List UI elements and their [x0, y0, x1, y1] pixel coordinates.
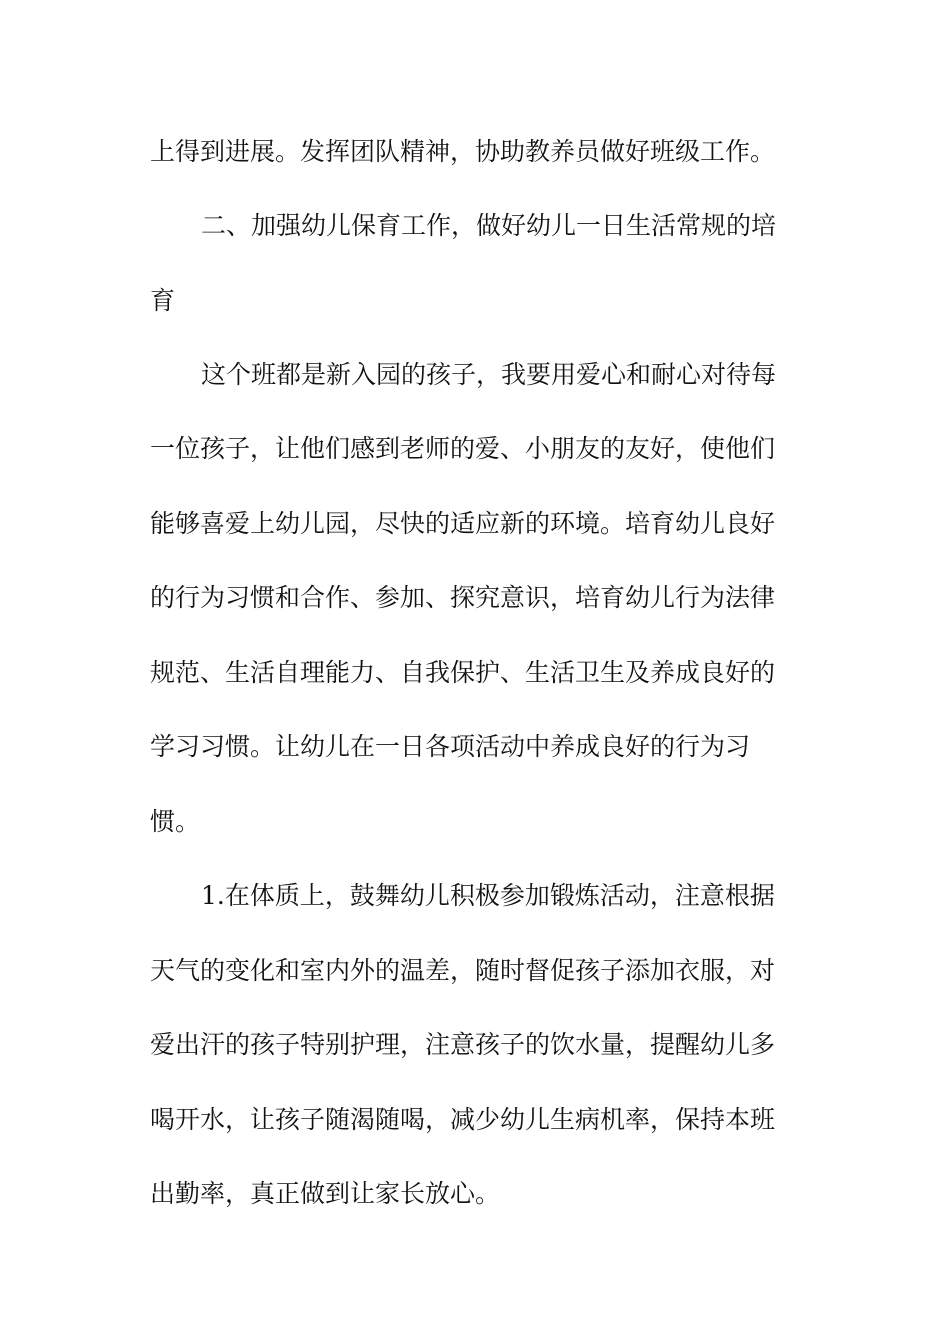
text-line: 天气的变化和室内外的温差，随时督促孩子添加衣服，对 [150, 956, 776, 985]
text-line: 出勤率，真正做到让家长放心。 [150, 1179, 501, 1208]
text-line: 这个班都是新入园的孩子，我要用爱心和耐心对待每 [201, 360, 777, 389]
text-line: 惯。 [150, 807, 201, 836]
text-line: 的行为习惯和合作、参加、探究意识，培育幼儿行为法律 [150, 583, 776, 612]
list-item-heading: 1.在体质上，鼓舞幼儿积极参加锻炼活动，注意根据 [201, 881, 775, 910]
text-line: 上得到进展。发挥团队精神，协助教养员做好班级工作。 [150, 137, 776, 166]
section-heading: 二、加强幼儿保育工作，做好幼儿一日生活常规的培 [201, 211, 777, 240]
text-line: 一位孩子，让他们感到老师的爱、小朋友的友好，使他们 [150, 434, 776, 463]
section-heading-continuation: 育 [150, 286, 176, 315]
text-line: 规范、生活自理能力、自我保护、生活卫生及养成良好的 [150, 658, 776, 687]
text-line: 爱出汗的孩子特别护理，注意孩子的饮水量，提醒幼儿多 [150, 1030, 776, 1059]
text-line: 学习习惯。让幼儿在一日各项活动中养成良好的行为习 [150, 732, 751, 761]
text-line: 喝开水，让孩子随渴随喝，减少幼儿生病机率，保持本班 [150, 1105, 776, 1134]
text-line: 能够喜爱上幼儿园，尽快的适应新的环境。培育幼儿良好 [150, 509, 776, 538]
